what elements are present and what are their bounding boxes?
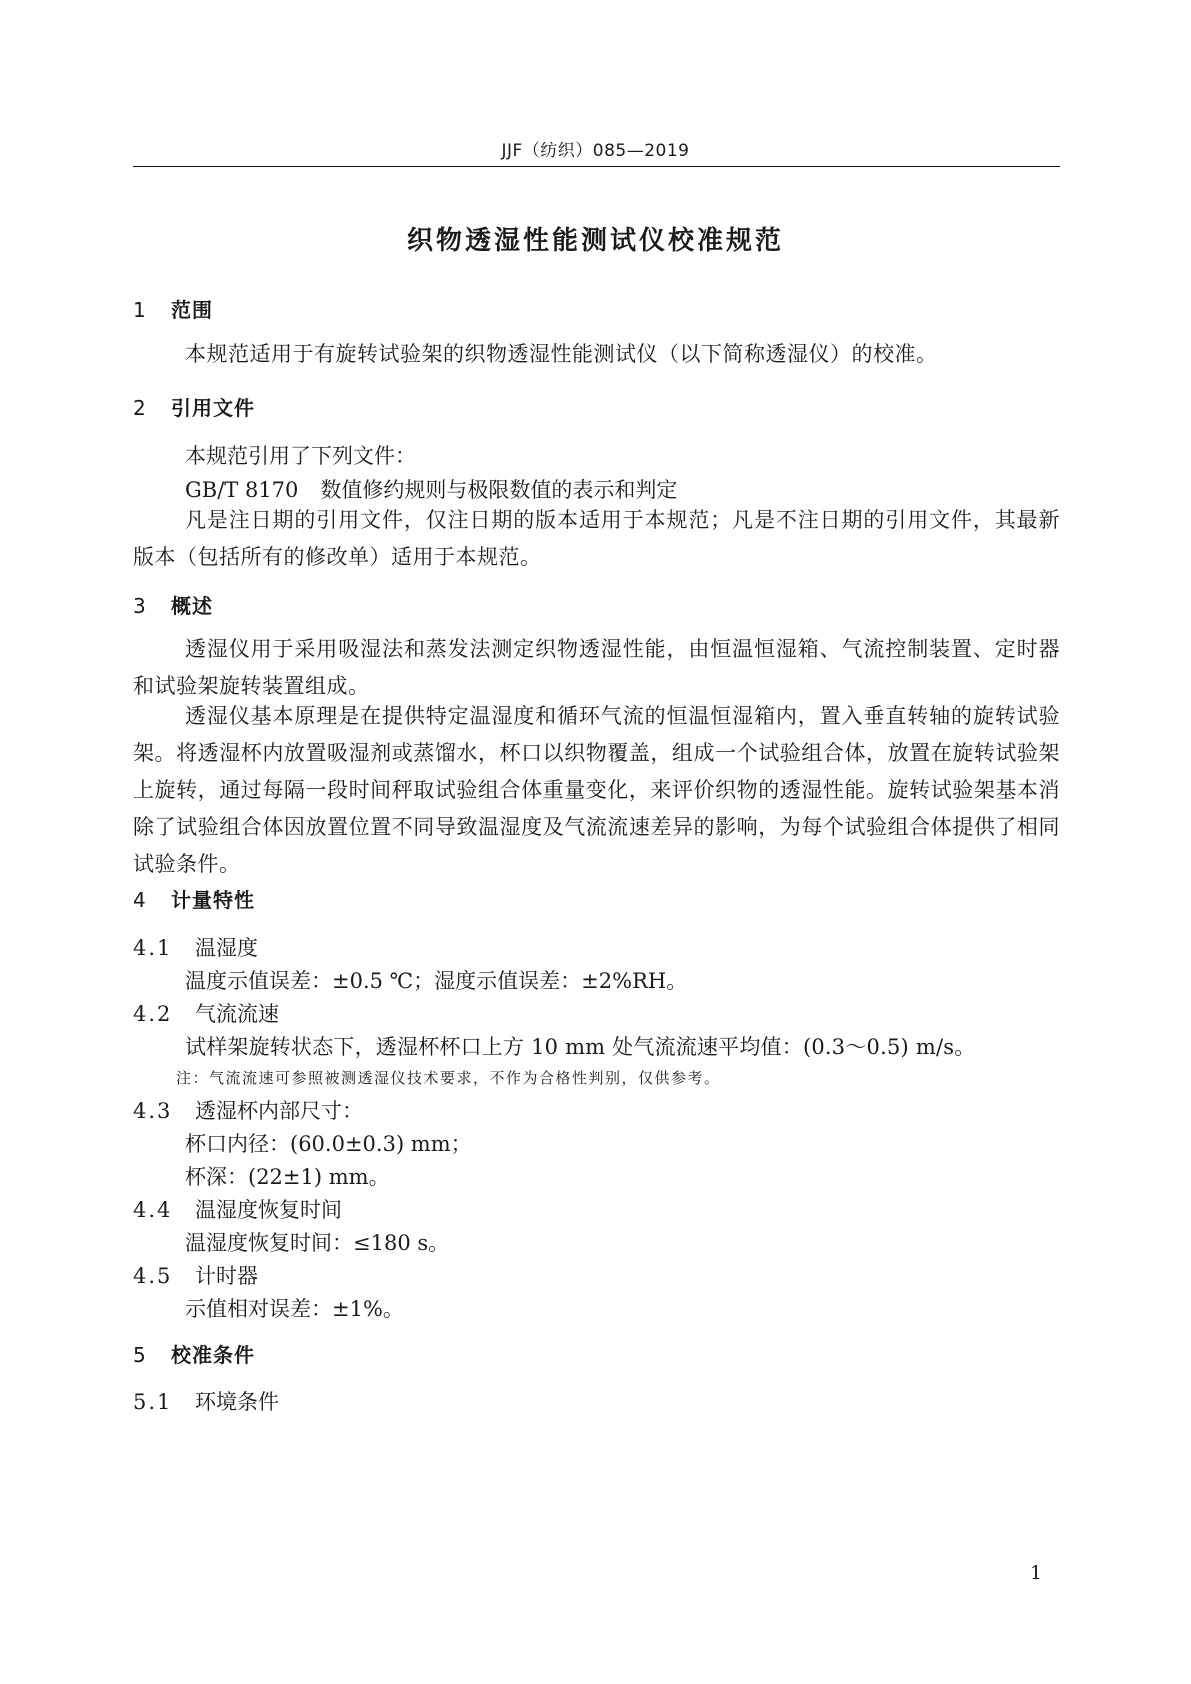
section-5-title: 校准条件 xyxy=(171,1343,255,1367)
clause-5-1-title: 环境条件 xyxy=(195,1390,279,1414)
clause-4-2-number: 4.2 xyxy=(133,1002,173,1026)
section-4-title: 计量特性 xyxy=(171,888,255,912)
section-2-dating-rule: 凡是注日期的引用文件，仅注日期的版本适用于本规范；凡是不注日期的引用文件，其最新版本（包括所有的修改单）适用于本规范。 xyxy=(133,508,1060,569)
section-3-paragraph-1: 透湿仪用于采用吸湿法和蒸发法测定织物透湿性能，由恒温恒湿箱、气流控制装置、定时器和试验架旋转装置组成。 xyxy=(133,637,1060,698)
clause-4-5-text: 示值相对误差：±1%。 xyxy=(185,1297,404,1321)
clause-4-4-number: 4.4 xyxy=(133,1198,173,1222)
reference-item xyxy=(185,474,677,504)
clause-4-1-heading xyxy=(133,932,258,962)
clause-4-1-number: 4.1 xyxy=(133,936,173,960)
section-2-title: 引用文件 xyxy=(171,396,255,420)
section-1-number: 1 xyxy=(133,298,147,322)
clause-4-4-title: 温湿度恢复时间 xyxy=(195,1198,342,1222)
section-2-intro: 本规范引用了下列文件： xyxy=(185,444,416,468)
section-1-heading xyxy=(133,294,213,323)
clause-4-3-number: 4.3 xyxy=(133,1099,173,1123)
section-1-text: 本规范适用于有旋转试验架的织物透湿性能测试仪（以下简称透湿仪）的校准。 xyxy=(185,342,938,366)
clause-4-3-title: 透湿杯内部尺寸： xyxy=(195,1099,363,1123)
section-4-heading xyxy=(133,884,255,913)
clause-4-5-number: 4.5 xyxy=(133,1264,173,1288)
running-header: JJF（纺织）085—2019 xyxy=(501,141,690,161)
clause-4-3-inner-diameter: 杯口内径：(60.0±0.3) mm； xyxy=(185,1132,472,1156)
clause-4-3-depth: 杯深：(22±1) mm。 xyxy=(185,1165,390,1189)
document-title: 织物透湿性能测试仪校准规范 xyxy=(406,226,784,256)
section-2-number: 2 xyxy=(133,396,147,420)
clause-4-5-heading xyxy=(133,1260,258,1290)
clause-4-2-note: 注：气流流速可参照被测透湿仪技术要求，不作为合格性判别，仅供参考。 xyxy=(176,1069,721,1087)
clause-4-1-title: 温湿度 xyxy=(195,936,258,960)
section-3-paragraph-2: 透湿仪基本原理是在提供特定温湿度和循环气流的恒温恒湿箱内，置入垂直转轴的旋转试验架。将透湿杯内放置吸湿剂或蒸馏水，杯口以织物覆盖，组成一个试验组合体，放置在旋转试验架上旋转，通过每隔一段时间秤取试验组合体重量变化，来评价织物的透湿性能。旋转试验架基本消除了试验组合体因放置位置不同导致温湿度及气流流速差异的影响，为每个试验组合体提供了相同试验条件。 xyxy=(133,704,1060,876)
clause-4-2-text: 试样架旋转状态下，透湿杯杯口上方 10 mm 处气流流速平均值：(0.3～0.5) m/s。 xyxy=(185,1035,976,1059)
section-3-title: 概述 xyxy=(171,594,213,618)
reference-title: 数值修约规则与极限数值的表示和判定 xyxy=(320,478,678,502)
clause-4-4-text: 温湿度恢复时间：≤180 s。 xyxy=(185,1231,450,1255)
section-3-heading xyxy=(133,590,213,619)
page-number: 1 xyxy=(1030,1562,1043,1584)
clause-4-4-heading xyxy=(133,1194,342,1224)
clause-5-1-heading xyxy=(133,1386,279,1416)
section-5-heading xyxy=(133,1339,255,1368)
clause-4-5-title: 计时器 xyxy=(195,1264,258,1288)
clause-4-1-text: 温度示值误差：±0.5 ℃；湿度示值误差：±2%RH。 xyxy=(185,969,688,993)
section-3-number: 3 xyxy=(133,594,147,618)
header-rule xyxy=(133,166,1060,167)
section-2-heading xyxy=(133,392,255,421)
clause-4-2-heading xyxy=(133,998,279,1028)
section-5-number: 5 xyxy=(133,1343,147,1367)
section-1-title: 范围 xyxy=(171,298,213,322)
clause-4-2-title: 气流流速 xyxy=(195,1002,279,1026)
clause-4-3-heading xyxy=(133,1095,363,1125)
clause-5-1-number: 5.1 xyxy=(133,1390,173,1414)
reference-code: GB/T 8170 xyxy=(185,478,299,502)
section-4-number: 4 xyxy=(133,888,147,912)
